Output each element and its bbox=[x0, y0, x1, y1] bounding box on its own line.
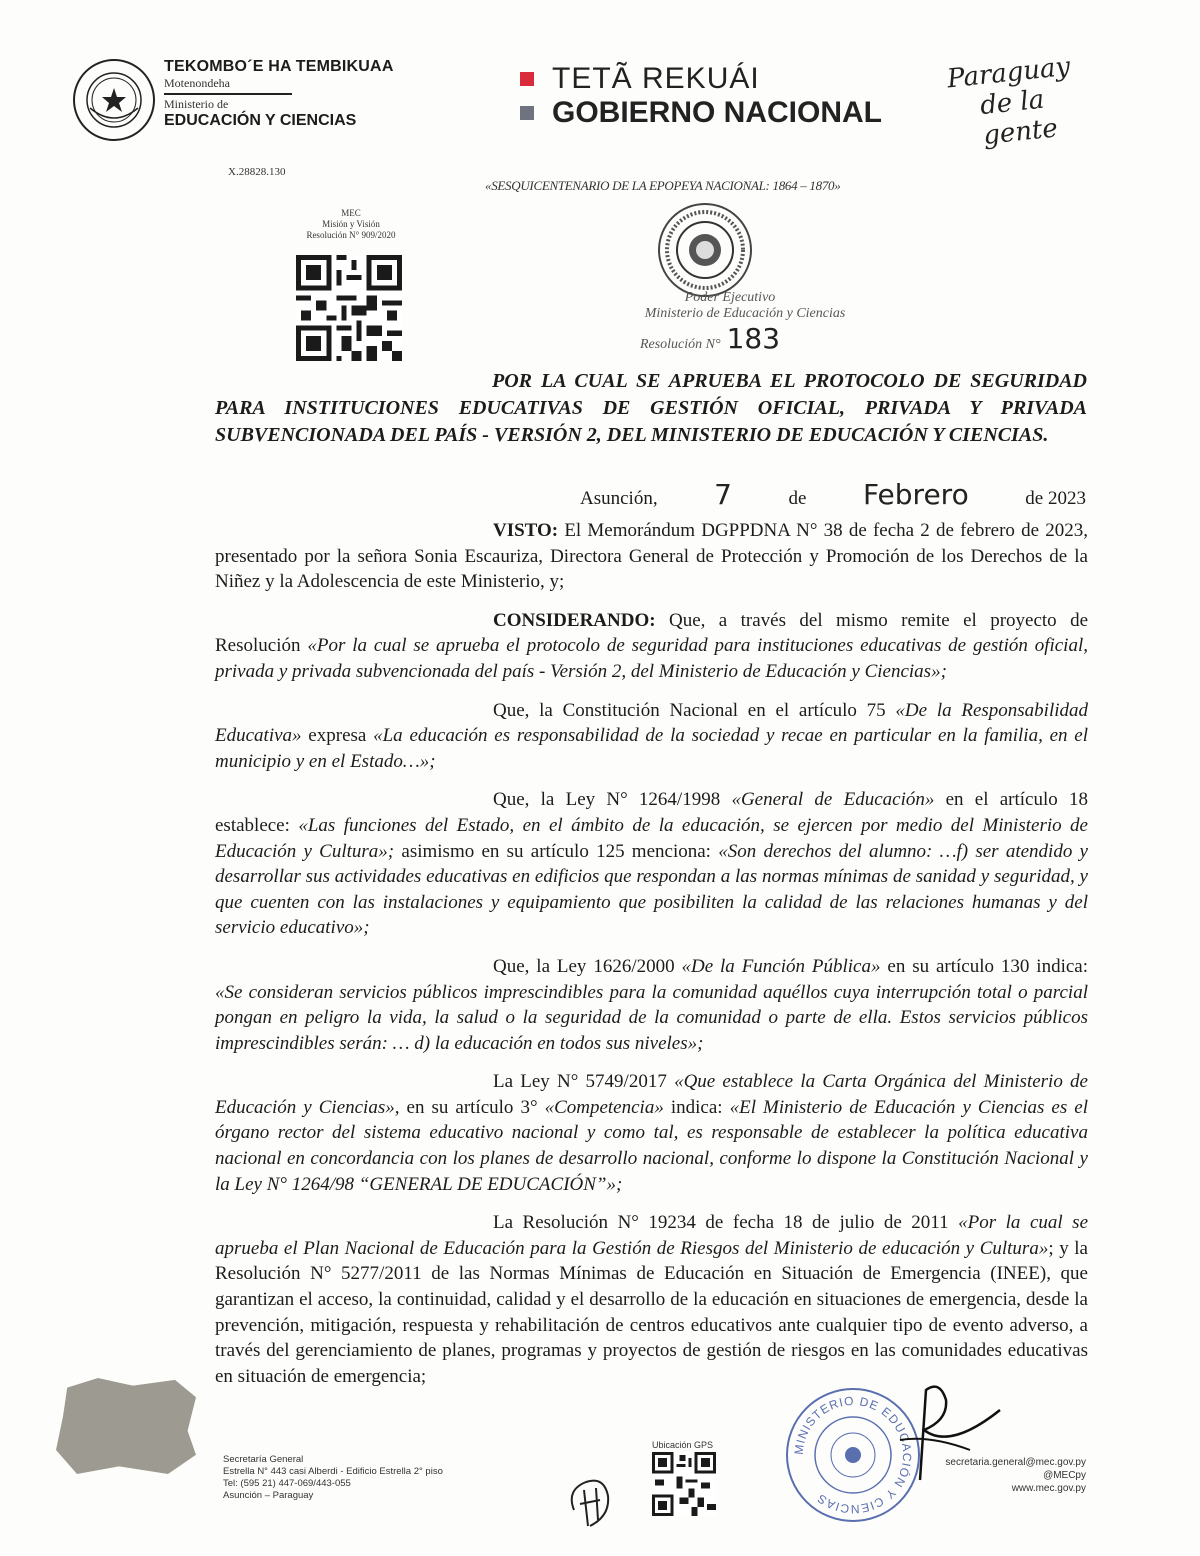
gps-qr-label: Ubicación GPS bbox=[652, 1440, 714, 1450]
qr-code-icon[interactable] bbox=[296, 255, 402, 361]
corner-watermark bbox=[56, 1378, 196, 1474]
resolution-body bbox=[215, 518, 1088, 1402]
gps-qr-code-icon[interactable] bbox=[652, 1452, 716, 1516]
qr-caption-line: Misión y Visión bbox=[322, 219, 380, 229]
ministry-subtitle-guarani: Motenondeha bbox=[164, 76, 292, 95]
paragraph-text: Que, la Ley 1626/2000 bbox=[493, 955, 682, 977]
ministry-header bbox=[164, 58, 424, 130]
file-reference: X.28828.130 bbox=[228, 166, 286, 178]
slogan-logo bbox=[946, 48, 1115, 154]
footer-website[interactable]: www.mec.gov.py bbox=[1011, 1483, 1086, 1494]
footer-address-line: Asunción – Paraguay bbox=[223, 1490, 314, 1501]
date-city: Asunción, bbox=[580, 488, 658, 509]
qr-caption-line: MEC bbox=[341, 208, 361, 218]
constitution-paragraph bbox=[215, 698, 1088, 775]
ministry-name-guarani: TEKOMBO´E HA TEMBIKUAA bbox=[164, 58, 394, 75]
qr-caption-line: Resolución N° 909/2020 bbox=[306, 230, 396, 240]
paragraph-text: Que, la Constitución Nacional en el artículo 75 bbox=[493, 699, 896, 721]
qr-caption bbox=[286, 208, 416, 241]
footer-address bbox=[223, 1454, 443, 1502]
paragraph-quote: «El Ministerio de Educación y Ciencias es el órgano rector del sistema educativo nacional y como tal, es responsable de establecer la política educativa nacional en concordancia con los planes de desarrollo nacional, conforme lo dispone la Constitución Nacional y la Ley N° 1264/98 “GENERAL DE EDUCACIÓN”»; bbox=[215, 1096, 1088, 1195]
paragraph-text: Que, la Ley N° 1264/1998 bbox=[493, 789, 732, 811]
ministry-prefix: Ministerio de bbox=[164, 97, 229, 111]
svg-text:MINISTERIO DE EDUCACIÓN Y CIEN: MINISTERIO DE EDUCACIÓN Y CIENCIAS bbox=[791, 1393, 915, 1517]
resolution-number: 183 bbox=[726, 322, 781, 355]
ministry-dry-seal bbox=[655, 200, 755, 300]
law-5749-paragraph bbox=[215, 1069, 1088, 1197]
paragraph-quote: «Que establece la Carta Orgánica del Ministerio de Educación y Ciencias» bbox=[215, 1071, 1088, 1118]
paragraph-quote: «Competencia» bbox=[544, 1096, 664, 1118]
resolution-stamp bbox=[560, 290, 860, 355]
paragraph-text: en el artículo 18 establece: bbox=[215, 789, 1088, 836]
ministry-name: EDUCACIÓN Y CIENCIAS bbox=[164, 112, 357, 129]
law-1264-paragraph bbox=[215, 787, 1088, 941]
resolution-19234-paragraph bbox=[215, 1210, 1088, 1389]
stamp-ministry: Ministerio de Educación y Ciencias bbox=[644, 306, 846, 321]
government-logo bbox=[520, 62, 882, 130]
red-square-icon bbox=[520, 72, 534, 86]
footer-address-line: Tel: (595 21) 447-069/443-055 bbox=[223, 1478, 351, 1489]
paragraph-quote: «Son derechos del alumno: …f) ser atendido y desarrollar sus actividades educativas en edificios que respondan a las normas mínimas de sanidad y seguridad, y que cuenten con las instalaciones y equipamiento que posibiliten la calidad de las relaciones humanas y del servicio educativo»; bbox=[215, 840, 1088, 939]
government-name: GOBIERNO NACIONAL bbox=[552, 96, 882, 129]
slogan-line-2: de la gente bbox=[978, 84, 1060, 151]
date-day: 7 bbox=[714, 478, 732, 511]
visto-label: VISTO: bbox=[493, 520, 559, 541]
considerando-text: Que, a través del mismo remite el proyecto de Resolución bbox=[215, 609, 1088, 657]
visto-text: El Memorándum DGPPDNA N° 38 de fecha 2 de febrero de 2023, presentado por la señora Sonia Escauriza, Directora General de Protección y Promoción de los Derechos de la Niñez y la Adolescencia de este Ministerio, y; bbox=[215, 520, 1088, 593]
stamp-executive-power: Poder Ejecutivo bbox=[684, 290, 776, 305]
stamp-resolution-label: Resolución N° bbox=[639, 337, 721, 352]
paragraph-text: La Ley N° 5749/2017 bbox=[493, 1071, 675, 1093]
paragraph-text: La Resolución N° 19234 de fecha 18 de julio de 2011 bbox=[493, 1212, 959, 1234]
footer-email[interactable]: secretaria.general@mec.gov.py bbox=[945, 1457, 1086, 1468]
date-month: Febrero bbox=[862, 478, 969, 511]
date-de: de bbox=[788, 488, 807, 509]
footer-address-line: Secretaría General bbox=[223, 1454, 304, 1465]
paragraph-text: indica: bbox=[663, 1096, 730, 1118]
handwritten-initials bbox=[560, 1470, 624, 1534]
law-1626-paragraph bbox=[215, 954, 1088, 1056]
gray-square-icon bbox=[520, 106, 534, 120]
commemoration-line: «SESQUICENTENARIO DE LA EPOPEYA NACIONAL: 1864 – 1870» bbox=[485, 178, 841, 193]
paragraph-text: asimismo en su artículo 125 menciona: bbox=[394, 840, 719, 862]
paragraph-quote: «De la Función Pública» bbox=[681, 955, 881, 977]
footer-social[interactable]: @MECpy bbox=[1043, 1470, 1086, 1481]
considerando-quote: «Por la cual se aprueba el protocolo de seguridad para instituciones educativas de gestión oficial, privada y privada subvencionada del país - Versión 2, del Ministerio de Educación y Ciencias»; bbox=[215, 635, 1088, 682]
paragraph-quote: «De la Responsabilidad Educativa» bbox=[215, 699, 1088, 747]
considerando-label: CONSIDERANDO: bbox=[493, 609, 656, 631]
paragraph-text: en su artículo 130 indica: bbox=[880, 955, 1088, 977]
government-name-guarani: TETÃ REKUÁI bbox=[552, 62, 760, 95]
paragraph-text: ; y la Resolución N° 5277/2011 de las Normas Mínimas de Educación en Situación de Emergencia (INEE), que garantizan el acceso, la continuidad, calidad y el desarrollo de la educación en situaciones de emergencia, desde la prevención, mitigación, respuesta y rehabilitación de centros educativos ante cualquier tipo de evento adverso, a través del gerenciamiento de planes, programas y proyectos de gestión de riesgos en las comunidades educativas en situación de emergencia; bbox=[215, 1237, 1088, 1387]
footer-contact bbox=[930, 1456, 1086, 1495]
paraguay-seal-logo bbox=[72, 58, 156, 142]
paragraph-quote: «Las funciones del Estado, en el ámbito de la educación, se ejercen por medio del Ministerio de Educación y Cultura»; bbox=[215, 814, 1088, 862]
paragraph-quote: «Por la cual se aprueba el Plan Nacional de Educación para la Gestión de Riesgos del Ministerio de educación y Cultura» bbox=[215, 1212, 1088, 1259]
resolution-title: POR LA CUAL SE APRUEBA EL PROTOCOLO DE SEGURIDAD PARA INSTITUCIONES EDUCATIVAS DE GESTIÓN OFICIAL, PRIVADA Y PRIVADA SUBVENCIONADA DEL PAÍS - VERSIÓN 2, DEL MINISTERIO DE EDUCACIÓN Y CIENCIAS. bbox=[215, 370, 1087, 446]
visto-paragraph bbox=[215, 518, 1088, 595]
date-line bbox=[580, 478, 1086, 511]
paragraph-quote: «La educación es responsabilidad de la sociedad y recae en particular en la familia, en el municipio y en el Estado…»; bbox=[215, 725, 1089, 772]
considerando-paragraph bbox=[215, 608, 1088, 685]
date-year: de 2023 bbox=[1025, 488, 1086, 509]
paragraph-text: expresa bbox=[301, 725, 374, 747]
paragraph-quote: «General de Educación» bbox=[731, 789, 935, 811]
slogan-line-1: Paraguay bbox=[945, 51, 1072, 95]
footer-address-line: Estrella N° 443 casi Alberdi - Edificio Estrella 2° piso bbox=[223, 1466, 443, 1477]
paragraph-text: , en su artículo 3° bbox=[394, 1096, 545, 1118]
paragraph-quote: «Se consideran servicios públicos imprescindibles para la comunidad aquéllos cuya interrupción total o parcial pongan en peligro la vida, la salud o la seguridad de la comunidad o parte de ella. Estos servicios públicos imprescindibles serán: … d) la educación en todos sus niveles»; bbox=[215, 981, 1088, 1054]
